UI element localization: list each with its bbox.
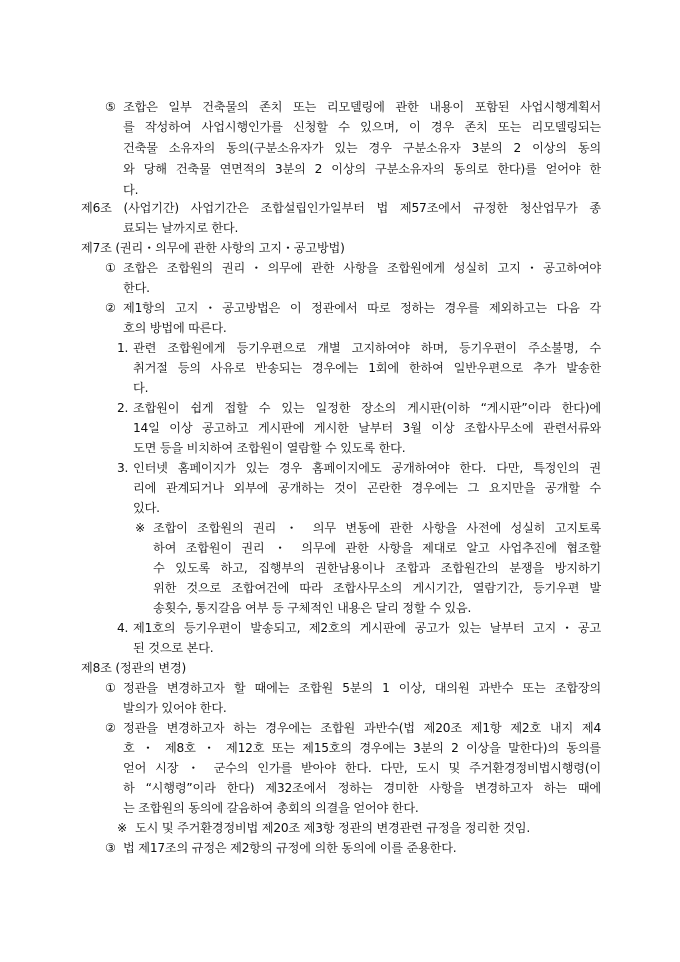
paragraph-line: 호의 방법에 따른다. [123,321,227,335]
paragraph-number: ③ [105,841,116,855]
paragraph-line: 발의가 있어야 한다. [123,701,227,715]
paragraph-line: 조합은 조합원의 권리・의무에 관한 사항을 조합원에게 성실히 고지・공고하여야 [123,261,601,275]
paragraph-number: ① [105,261,116,275]
paragraph-line: 정관을 변경하고자 하는 경우에는 조합원 과반수(법 제20조 제1항 제2호 내지 제4 [123,721,601,735]
paragraph-line: 얻어 시장 ・ 군수의 인가를 받아야 한다. 다만, 도시 및 주거환경정비법시행령(이 [123,761,601,775]
item-number: 3. [117,461,129,475]
item-line: 취거절 등의 사유로 반송되는 경우에는 1회에 한하여 일반우편으로 추가 발송한 [133,361,601,375]
article-6-line: 료되는 날까지로 한다. [123,221,239,235]
article-8-title: 제8조 (정관의 변경) [81,661,187,675]
paragraph-line: 제1항의 고지・공고방법은 이 정관에서 따로 정하는 경우를 제외하고는 다음 각 [123,301,601,315]
paragraph-line: 정관을 변경하고자 할 때에는 조합원 5분의 1 이상, 대의원 과반수 또는 조합장의 [123,681,601,695]
paragraph-number: ② [105,301,116,315]
paragraph-line: 조합은 일부 건축물의 존치 또는 리모델링에 관한 내용이 포함된 사업시행계획서 [123,100,601,114]
note-line: 수 있도록 하고, 집행부의 권한남용이나 조합과 조합원간의 분쟁을 방지하기 [153,561,601,575]
item-line: 리에 관계되거나 외부에 공개하는 것이 곤란한 경우에는 그 요지만을 공개할 수 [133,481,601,495]
item-line: 된 것으로 본다. [133,641,214,655]
note-line: 송횟수, 통지갈음 여부 등 구체적인 내용은 달리 정할 수 있음. [153,601,472,615]
paragraph-number: ② [105,721,116,735]
paragraph-line: 한다. [123,281,150,295]
item-number: 2. [117,401,129,415]
paragraph-number: ⑤ [105,100,116,114]
note-mark: ※ [135,521,146,535]
paragraph-line: 건축물 소유자의 동의(구분소유자가 있는 경우 구분소유자 3분의 2 이상의 동의 [123,141,601,155]
note-mark: ※ [117,821,128,835]
note-line: 위한 것으로 조합여건에 따라 조합사무소의 게시기간, 열람기간, 등기우편 발 [153,581,601,595]
note-line: 하여 조합원이 권리 ・ 의무에 관한 사항을 제대로 알고 사업추진에 협조할 [153,541,601,555]
item-line: 있다. [133,501,160,515]
paragraph-number: ① [105,681,116,695]
item-number: 1. [117,341,129,355]
item-line: 도면 등을 비치하여 조합원이 열람할 수 있도록 한다. [133,441,406,455]
item-line: 제1호의 등기우편이 발송되고, 제2호의 게시판에 공고가 있는 날부터 고지・공고 [133,621,601,635]
note-text: 도시 및 주거환경정비법 제20조 제3항 정관의 변경관련 규정을 정리한 것임. [135,821,531,835]
item-number: 4. [117,621,129,635]
paragraph-line: 는 조합원의 동의에 갈음하여 총회의 의결을 얻어야 한다. [123,801,419,815]
item-line: 14일 이상 공고하고 게시판에 게시한 날부터 3월 이상 조합사무소에 관련서류와 [133,421,601,435]
paragraph-line: 와 당해 건축물 연면적의 3분의 2 이상의 구분소유자의 동의로 한다)를 얻어야 한 [123,162,601,176]
paragraph-line: 하 “시행령”이라 한다) 제32조에서 정하는 경미한 사항을 변경하고자 하는 때에 [123,781,601,795]
paragraph-line: 법 제17조의 규정은 제2항의 규정에 의한 동의에 이를 준용한다. [123,841,457,855]
item-line: 인터넷 홈페이지가 있는 경우 홈페이지에도 공개하여야 한다. 다만, 특정인의 권 [133,461,601,475]
article-6-line: 제6조 (사업기간) 사업기간은 조합설립인가일부터 법 제57조에서 규정한 청산업무가 종 [81,201,601,215]
note-line: 조합이 조합원의 권리 ・ 의무 변동에 관한 사항을 사전에 성실히 고지토록 [153,521,601,535]
article-7-title: 제7조 (권리・의무에 관한 사항의 고지・공고방법) [81,241,345,255]
item-line: 관련 조합원에게 등기우편으로 개별 고지하여야 하며, 등기우편이 주소불명, 수 [133,341,601,355]
item-line: 다. [133,381,149,395]
item-line: 조합원이 쉽게 접할 수 있는 일정한 장소의 게시판(이하 “게시판”이라 한다)에 [133,401,601,415]
paragraph-line: 다. [123,183,139,197]
paragraph-line: 호 ・ 제8호 ・ 제12호 또는 제15호의 경우에는 3분의 2 이상을 말한다)의 동의를 [123,741,601,755]
paragraph-line: 를 작성하여 사업시행인가를 신청할 수 있으며, 이 경우 존치 또는 리모델링되는 [123,120,601,134]
